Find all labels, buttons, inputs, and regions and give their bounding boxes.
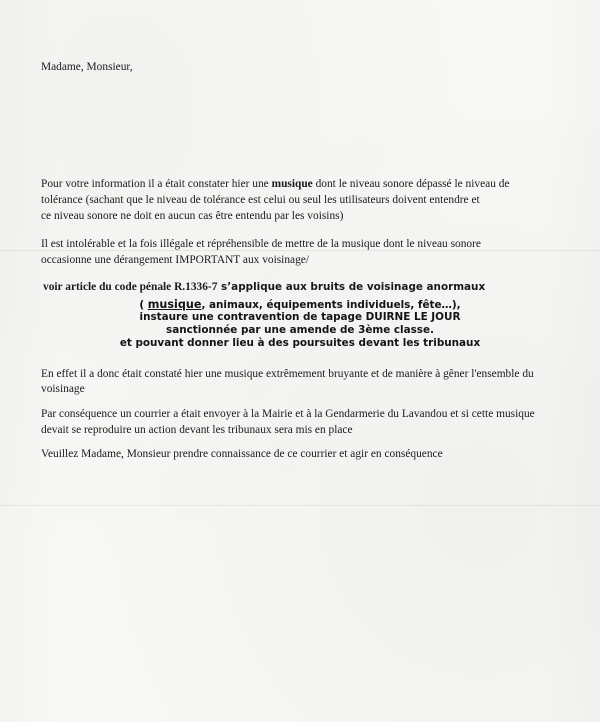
closing-line: Veuillez Madame, Monsieur prendre connaissance de ce courrier et agir en conséquence — [41, 448, 443, 460]
legal-article-reference: voir article du code pénale R.1336-7 — [43, 281, 218, 293]
legal-article-scope: s’applique aux bruits de voisinage anormaux — [217, 281, 486, 293]
paragraph-4-line-1: Par conséquence un courrier a était envoyer à la Mairie et à la Gendarmerie du Lavandou et si cette musique — [41, 408, 535, 420]
paragraph-1-line-2: tolérance (sachant que le niveau de tolérance est celui ou seul les utilisateurs doivent entendre et — [41, 194, 480, 206]
paragraph-1-line-3: ce niveau sonore ne doit en aucun cas être entendu par les voisins) — [41, 210, 344, 222]
paragraph-1-line-1-end: dont le niveau sonore dépassé le niveau de — [312, 178, 510, 190]
fold-line — [0, 505, 600, 506]
salutation: Madame, Monsieur, — [41, 61, 133, 73]
music-emphasis: musique — [271, 178, 313, 190]
legal-line-2-open: ( — [139, 299, 148, 311]
paragraph-1-line-1 — [41, 176, 510, 192]
legal-line-5: et pouvant donner lieu à des poursuites devant les tribunaux — [119, 337, 481, 349]
legal-music-underlined: musique — [147, 298, 202, 311]
paragraph-2-line-1: Il est intolérable et la fois illégale et répréhensible de mettre de la musique dont le niveau sonore — [41, 238, 481, 250]
paragraph-1-line-1-start: Pour votre information il a était constater hier une — [41, 178, 272, 190]
legal-line-3: instaure une contravention de tapage DUIRNE LE JOUR — [139, 311, 461, 323]
paragraph-3-line-2: voisinage — [41, 383, 85, 395]
paragraph-3-line-1: En effet il a donc était constaté hier une musique extrêmement bruyante et de manière à gêner l'ensemble du — [41, 368, 534, 380]
legal-line-2-rest: , animaux, équipements individuels, fête…), — [201, 299, 461, 311]
legal-line-1 — [43, 279, 485, 295]
legal-line-4: sanctionnée par une amende de 3ème classe. — [166, 324, 434, 336]
paragraph-4-line-2: devait se reproduire un action devant les tribunaux sera mis en place — [41, 424, 353, 436]
paragraph-2-line-2: occasionne une dérangement IMPORTANT aux voisinage/ — [41, 254, 310, 266]
